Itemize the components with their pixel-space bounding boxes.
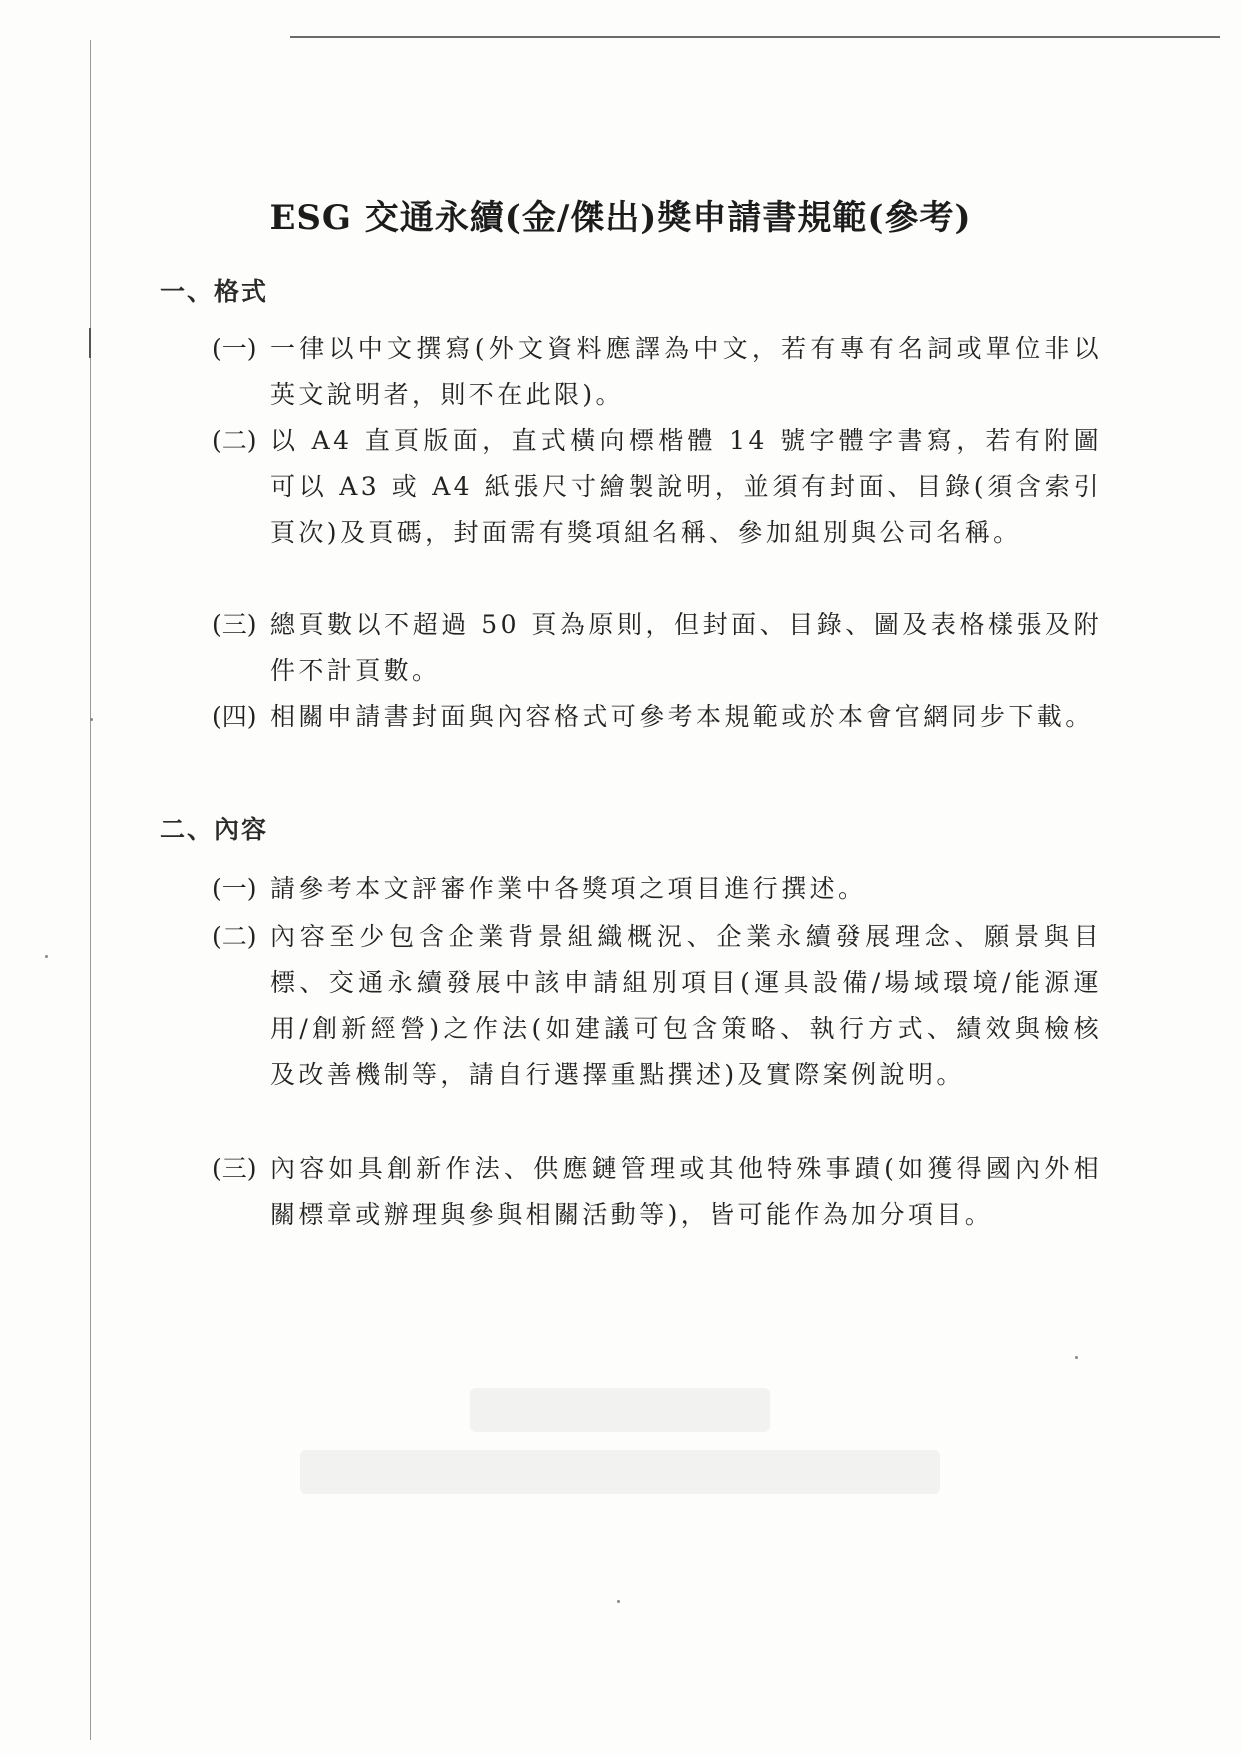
list-item (212, 1146, 1102, 1238)
scan-speck (617, 1600, 620, 1603)
scan-margin-line (90, 40, 91, 1740)
list-item (212, 602, 1102, 694)
item-text: 內容至少包含企業背景組織概況、企業永續發展理念、願景與目標、交通永續發展中該申請組別項目(運具設備/場域環境/能源運用/創新經營)之作法(如建議可包含策略、執行方式、績效與檢核及改善機制等，請自行選擇重點撰述)及實際案例說明。 (270, 922, 1102, 1089)
item-text: 一律以中文撰寫(外文資料應譯為中文，若有專有名詞或單位非以英文說明者，則不在此限)。 (270, 334, 1102, 409)
bleed-through-shadow (470, 1388, 770, 1432)
item-marker: (一) (212, 874, 257, 903)
item-text: 相關申請書封面與內容格式可參考本規範或於本會官網同步下載。 (270, 702, 1094, 731)
section-heading-content: 二、內容 (160, 815, 269, 844)
document-title: ESG 交通永續(金/傑出)獎申請書規範(參考) (269, 198, 972, 238)
item-text: 總頁數以不超過 50 頁為原則，但封面、目錄、圖及表格樣張及附件不計頁數。 (270, 610, 1102, 685)
item-marker: (三) (212, 1154, 257, 1183)
scan-speck (1075, 1356, 1078, 1359)
list-item (212, 694, 1102, 740)
section-heading-format: 一、格式 (160, 277, 269, 306)
scan-edge-line (290, 36, 1220, 38)
item-text: 以 A4 直頁版面，直式橫向標楷體 14 號字體字書寫，若有附圖可以 A3 或 A4 紙張尺寸繪製說明，並須有封面、目錄(須含索引頁次)及頁碼，封面需有獎項組名稱、參加組別與公司名稱。 (270, 426, 1102, 547)
list-item (212, 418, 1102, 556)
item-marker: (四) (212, 702, 257, 731)
bleed-through-shadow (300, 1450, 940, 1494)
list-item (212, 326, 1102, 418)
item-marker: (三) (212, 610, 257, 639)
item-marker: (一) (212, 334, 257, 363)
scan-speck (45, 955, 48, 958)
scan-tick-mark (89, 328, 91, 358)
scan-speck (90, 718, 93, 721)
item-text: 內容如具創新作法、供應鏈管理或其他特殊事蹟(如獲得國內外相關標章或辦理與參與相關活動等)，皆可能作為加分項目。 (270, 1154, 1102, 1229)
item-marker: (二) (212, 426, 257, 455)
list-item (212, 866, 1102, 912)
item-marker: (二) (212, 922, 257, 951)
list-item (212, 914, 1102, 1098)
item-text: 請參考本文評審作業中各獎項之項目進行撰述。 (270, 874, 867, 903)
